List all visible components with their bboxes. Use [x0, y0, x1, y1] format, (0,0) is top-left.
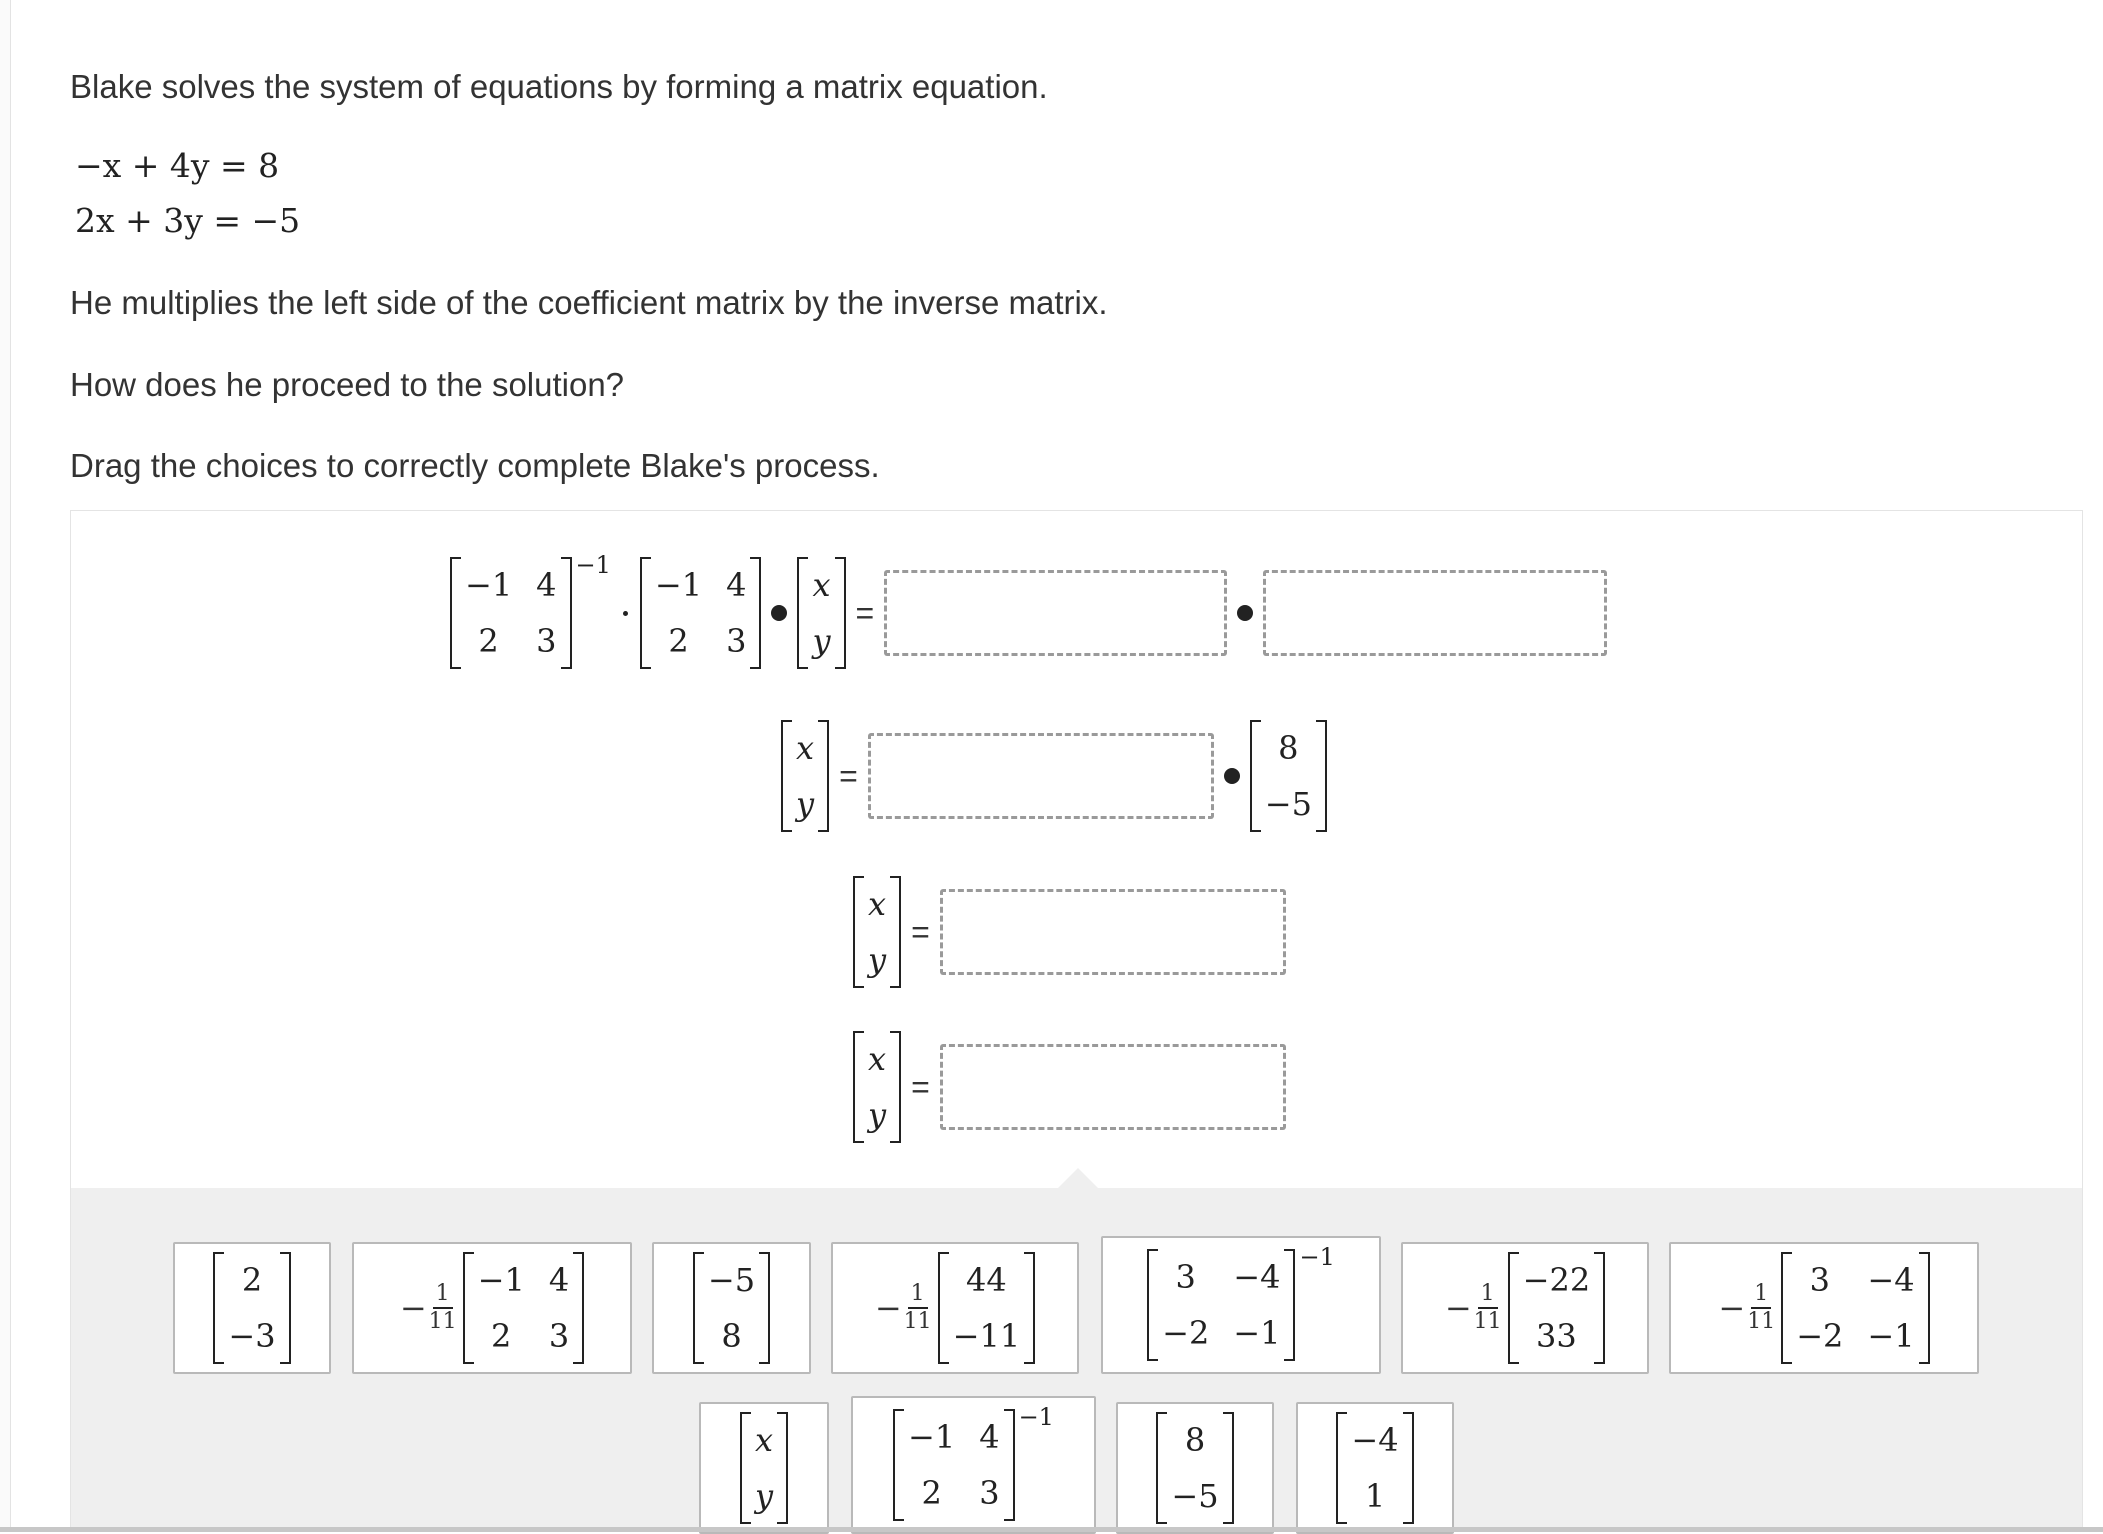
- constant-vector: 8 −5: [1250, 720, 1327, 832]
- variable-vector: x y: [853, 1031, 901, 1143]
- equals-sign: =: [839, 757, 858, 794]
- drop-zone-5[interactable]: [940, 1044, 1286, 1130]
- multiply-operator: [1224, 768, 1240, 784]
- drop-zone-3[interactable]: [868, 733, 1214, 819]
- choice-tile[interactable]: −5 8: [652, 1242, 811, 1374]
- coefficient-matrix: −1 4 2 3: [640, 557, 762, 669]
- equation-1: −x + 4y = 8: [75, 146, 280, 185]
- tray-pointer: [1058, 1168, 1098, 1188]
- equation-row-3: [853, 876, 1286, 988]
- left-border: [0, 0, 11, 1532]
- choice-tile[interactable]: − $\frac{1}{11}$ −1 4 2 3: [352, 1242, 632, 1374]
- equals-sign: =: [911, 913, 930, 950]
- choice-tile[interactable]: 8 −5: [1116, 1402, 1274, 1534]
- coefficient-matrix-inverse: −1 4 2 3 −1: [450, 557, 611, 669]
- drop-zone-4[interactable]: [940, 889, 1286, 975]
- equation-row-1: [450, 551, 1607, 669]
- choice-tile[interactable]: 2 −3: [173, 1242, 331, 1374]
- choice-tile[interactable]: − $\frac{1}{11}$ 3 −4 −2 −1: [1669, 1242, 1979, 1374]
- drop-zone-2[interactable]: [1263, 570, 1607, 656]
- equals-sign: =: [911, 1068, 930, 1105]
- equation-2: 2x + 3y = −5: [75, 201, 301, 240]
- bottom-border: [0, 1527, 2103, 1532]
- equation-row-2: [781, 720, 1327, 832]
- instruction-text: Drag the choices to correctly complete Blake's process.: [70, 447, 880, 484]
- multiply-operator: [771, 605, 787, 621]
- prompt-text: How does he proceed to the solution?: [70, 366, 625, 403]
- choice-tile[interactable]: −4 1: [1296, 1402, 1454, 1534]
- choice-tile[interactable]: −1 4 2 3 −1: [851, 1396, 1096, 1534]
- intro-text: Blake solves the system of equations by forming a matrix equation.: [70, 68, 1048, 105]
- equals-sign: =: [855, 594, 875, 631]
- choice-tile[interactable]: 3 −4 −2 −1 −1: [1101, 1236, 1381, 1374]
- statement-text: He multiplies the left side of the coefficient matrix by the inverse matrix.: [70, 284, 1108, 321]
- choice-tile[interactable]: x y: [699, 1402, 829, 1534]
- dot-operator: [623, 611, 628, 616]
- variable-vector: x y: [781, 720, 829, 832]
- variable-vector: x y: [797, 557, 845, 669]
- choice-tile[interactable]: − $\frac{1}{11}$ −22 33: [1401, 1242, 1649, 1374]
- choice-tile[interactable]: − $\frac{1}{11}$ 44 −11: [831, 1242, 1079, 1374]
- multiply-operator: [1237, 605, 1253, 621]
- variable-vector: x y: [853, 876, 901, 988]
- drop-zone-1[interactable]: [884, 570, 1227, 656]
- equation-row-4: [853, 1031, 1286, 1143]
